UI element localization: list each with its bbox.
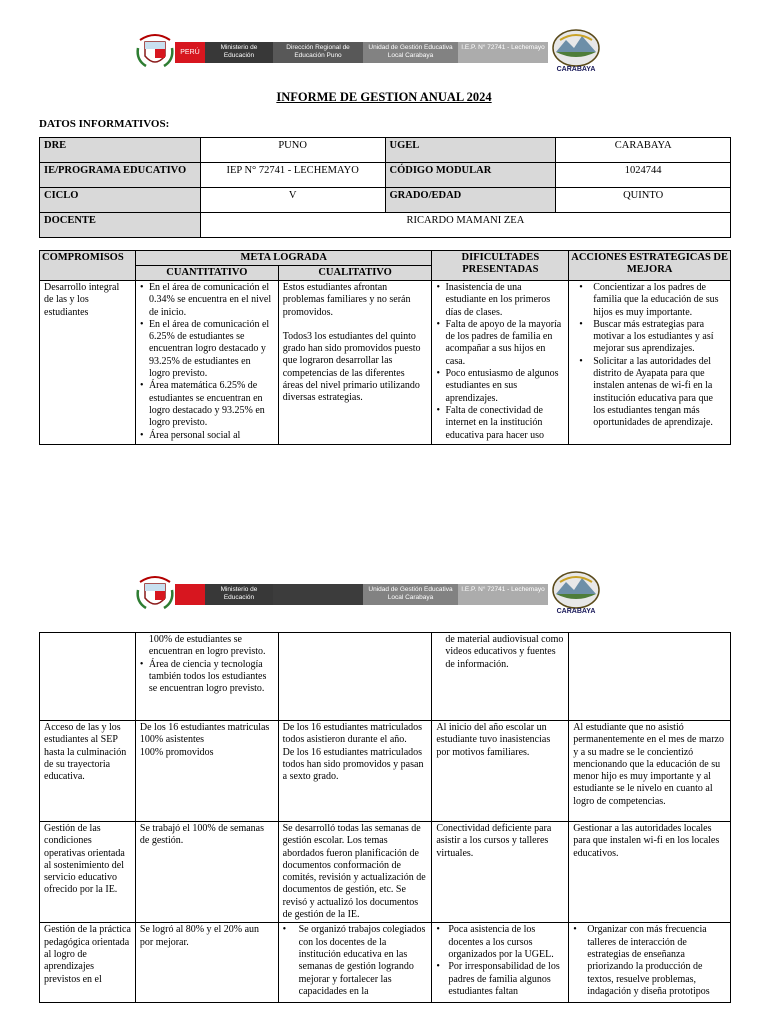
datos-informativos-label: DATOS INFORMATIVOS:	[39, 118, 170, 130]
table-row	[40, 822, 731, 923]
gestion-table-page1	[39, 250, 731, 445]
list-item: • En el área de comunicación el 0.34% se encuentra en el nivel de inicio.	[140, 282, 274, 319]
header-row	[40, 251, 731, 266]
ciclo-label: CICLO	[40, 188, 201, 213]
list-item: • Solicitar a las autoridades del distrito de Ayapata para que instalen antenas de wi-fi en la institución educativa para que los estudiantes tengan más oportunidades de aprendizaje.	[579, 356, 726, 430]
grado-value: QUINTO	[556, 188, 731, 213]
info-row	[40, 163, 731, 188]
direccion-label: Dirección Regional de Educación Puno	[273, 42, 363, 63]
cualitativo-paragraph: Estos estudiantes afrontan problemas familiares y no serán promovidos.	[282, 282, 411, 318]
cualitativo-cell	[278, 923, 432, 1003]
page-1	[0, 0, 768, 470]
cuantitativo-cell: Se logró al 80% y el 20% aun por mejorar.	[135, 923, 278, 1003]
table-row	[40, 633, 731, 721]
header-banner	[134, 572, 600, 614]
list-item: • Falta de conectividad de internet en la institución educativa para hacer uso	[436, 405, 564, 442]
list-item: • Poco entusiasmo de algunos estudiantes en sus aprendizajes.	[436, 368, 564, 405]
compromisos-header: COMPROMISOS	[40, 251, 136, 281]
peru-red-block	[175, 584, 205, 605]
table-row	[40, 281, 731, 445]
list-item: • Área matemática 6.25% de estudiantes se encuentran en logro destacado y 93.25% en logro previsto.	[140, 380, 274, 429]
blank-block	[273, 584, 363, 605]
acciones-header: ACCIONES ESTRATEGICAS DE MEJORA	[569, 251, 731, 281]
dificultades-continuation: de material audiovisual como videos educativos y fuentes de información.	[445, 634, 564, 670]
unidad-label: Unidad de Gestión Educativa Local Carabaya	[363, 584, 458, 605]
table-row	[40, 721, 731, 822]
logo-text: CARABAYA	[556, 608, 596, 615]
dificultades-cell: Al inicio del año escolar un estudiante tuvo inasistencias por motivos familiares.	[432, 721, 569, 822]
cualitativo-cell: Se desarrolló todas las semanas de gestión escolar. Los temas abordados fueron planificación de documentos conformación de comités, revisión y actualización de documentos de gestión, etc. Se revisó y actualizó los documentos de gestión de la IE.	[278, 822, 432, 923]
report-title: INFORME DE GESTION ANUAL 2024	[276, 90, 492, 104]
header-banner	[134, 30, 600, 72]
unidad-label: Unidad de Gestión Educativa Local Carabaya	[363, 42, 458, 63]
list-item: • Falta de apoyo de la mayoría de los padres de familia en acompañar a sus hijos en casa.	[436, 319, 564, 368]
acciones-cell	[569, 923, 731, 1003]
dificultades-cell	[432, 281, 569, 445]
list-item: • Área personal social al	[140, 430, 274, 442]
table-row	[40, 923, 731, 1003]
cuantitativo-cell	[135, 633, 278, 721]
ie-label: IE/PROGRAMA EDUCATIVO	[40, 163, 201, 188]
ciclo-value: V	[200, 188, 385, 213]
cuantitativo-cell: Se trabajó el 100% de semanas de gestión.	[135, 822, 278, 923]
compromiso-cell: Gestión de las condiciones operativas orientada al sostenimiento del servicio educativo ofrecido por la IE.	[40, 822, 136, 923]
peru-coat-of-arms-icon	[134, 572, 176, 614]
cualitativo-cell	[278, 281, 432, 445]
list-item: • Concientizar a los padres de familia que la educación de sus hijos es muy importante.	[579, 282, 726, 319]
compromiso-cell: Desarrollo integral de las y los estudiantes	[40, 281, 136, 445]
cualitativo-cell	[278, 633, 432, 721]
dre-label: DRE	[40, 138, 201, 163]
iep-label: I.E.P. N° 72741 - Lechemayo	[458, 42, 548, 63]
list-item: • Área de ciencia y tecnología también todos los estudiantes se encuentran logro previsto.	[140, 659, 274, 696]
list-item: • Poca asistencia de los docentes a los cursos organizados por la UGEL.	[436, 924, 564, 961]
ministerio-label: Ministerio de Educación	[205, 42, 273, 63]
grado-label: GRADO/EDAD	[385, 188, 556, 213]
codigo-label: CÓDIGO MODULAR	[385, 163, 556, 188]
page-2	[0, 560, 768, 1024]
info-row	[40, 138, 731, 163]
docente-label: DOCENTE	[40, 213, 201, 238]
list-item: • En el área de comunicación el 6.25% de estudiantes se encuentran logro destacado y 93.25% de estudiantes en logro previsto.	[140, 319, 274, 380]
ugel-value: CARABAYA	[556, 138, 731, 163]
list-item: • Organizar con más frecuencia talleres de interacción de estrategias de enseñanza priorizando la producción de textos, resuelve problemas, indagación y diseña prototipos	[573, 924, 726, 998]
docente-value: RICARDO MAMANI ZEA	[200, 213, 730, 238]
acciones-cell	[569, 281, 731, 445]
compromiso-cell: Gestión de la práctica pedagógica orientada al logro de aprendizajes previstos en el	[40, 923, 136, 1003]
dre-value: PUNO	[200, 138, 385, 163]
list-item: • Se organizó trabajos colegiados con los docentes de la institución educativa en las semanas de gestión logrando mejorar y fortalecer las capacidades en la	[283, 924, 428, 998]
codigo-value: 1024744	[556, 163, 731, 188]
dificultades-cell	[432, 633, 569, 721]
cuantitativo-continuation: 100% de estudiantes se encuentran en logro previsto.	[148, 634, 266, 658]
dificultades-cell	[432, 923, 569, 1003]
cualitativo-cell: De los 16 estudiantes matriculados todos asistieron durante el año. De los 16 estudiantes matriculados todos han sido promovidos y pasan a sexto grado.	[278, 721, 432, 822]
peru-label: PERÚ	[175, 42, 205, 63]
info-table	[39, 137, 731, 238]
cualitativo-header: CUALITATIVO	[278, 266, 432, 281]
info-row	[40, 213, 731, 238]
gestion-table-page2	[39, 632, 731, 1003]
ministerio-label: Ministerio de Educación	[205, 584, 273, 605]
list-item: • Buscar más estrategias para motivar a los estudiantes y así mejorar sus aprendizajes.	[579, 319, 726, 356]
peru-coat-of-arms-icon	[134, 30, 176, 72]
cualitativo-paragraph: Todos3 los estudiantes del quinto grado han sido promovidos puesto que lograron desarrollar las competencias de las diferentes áreas del nivel primario utilizando diversas estrategias.	[282, 330, 421, 404]
dificultades-cell: Conectividad deficiente para asistir a los cursos y talleres virtuales.	[432, 822, 569, 923]
compromiso-cell: Acceso de las y los estudiantes al SEP hasta la culminación de su trayectoria educativa.	[40, 721, 136, 822]
cuantitativo-cell	[135, 281, 278, 445]
carabaya-logo-icon	[550, 28, 602, 74]
logo-text: CARABAYA	[556, 66, 596, 73]
info-row	[40, 188, 731, 213]
dificultades-header: DIFICULTADES PRESENTADAS	[432, 251, 569, 281]
list-item: • Por irresponsabilidad de los padres de familia algunos estudiantes faltan	[436, 961, 564, 998]
cuantitativo-cell: De los 16 estudiantes matriculas 100% asistentes 100% promovidos	[135, 721, 278, 822]
iep-label: I.E.P. N° 72741 - Lechemayo	[458, 584, 548, 605]
meta-header: META LOGRADA	[135, 251, 432, 266]
carabaya-logo-icon	[550, 570, 602, 616]
ie-value: IEP N° 72741 - LECHEMAYO	[200, 163, 385, 188]
list-item: • Inasistencia de una estudiante en los primeros días de clases.	[436, 282, 564, 319]
acciones-cell	[569, 633, 731, 721]
page-gap	[0, 470, 768, 560]
cuantitativo-header: CUANTITATIVO	[135, 266, 278, 281]
acciones-cell: Gestionar a las autoridades locales para que instalen wi-fi en los locales educativos.	[569, 822, 731, 923]
compromiso-cell	[40, 633, 136, 721]
acciones-cell: Al estudiante que no asistió permanentemente en el mes de marzo y a su madre se le concientizó mencionando que la educación de su menor hijo es muy importante y al estudiante se le nivelo en cuanto al logro de competencias.	[569, 721, 731, 822]
ugel-label: UGEL	[385, 138, 556, 163]
